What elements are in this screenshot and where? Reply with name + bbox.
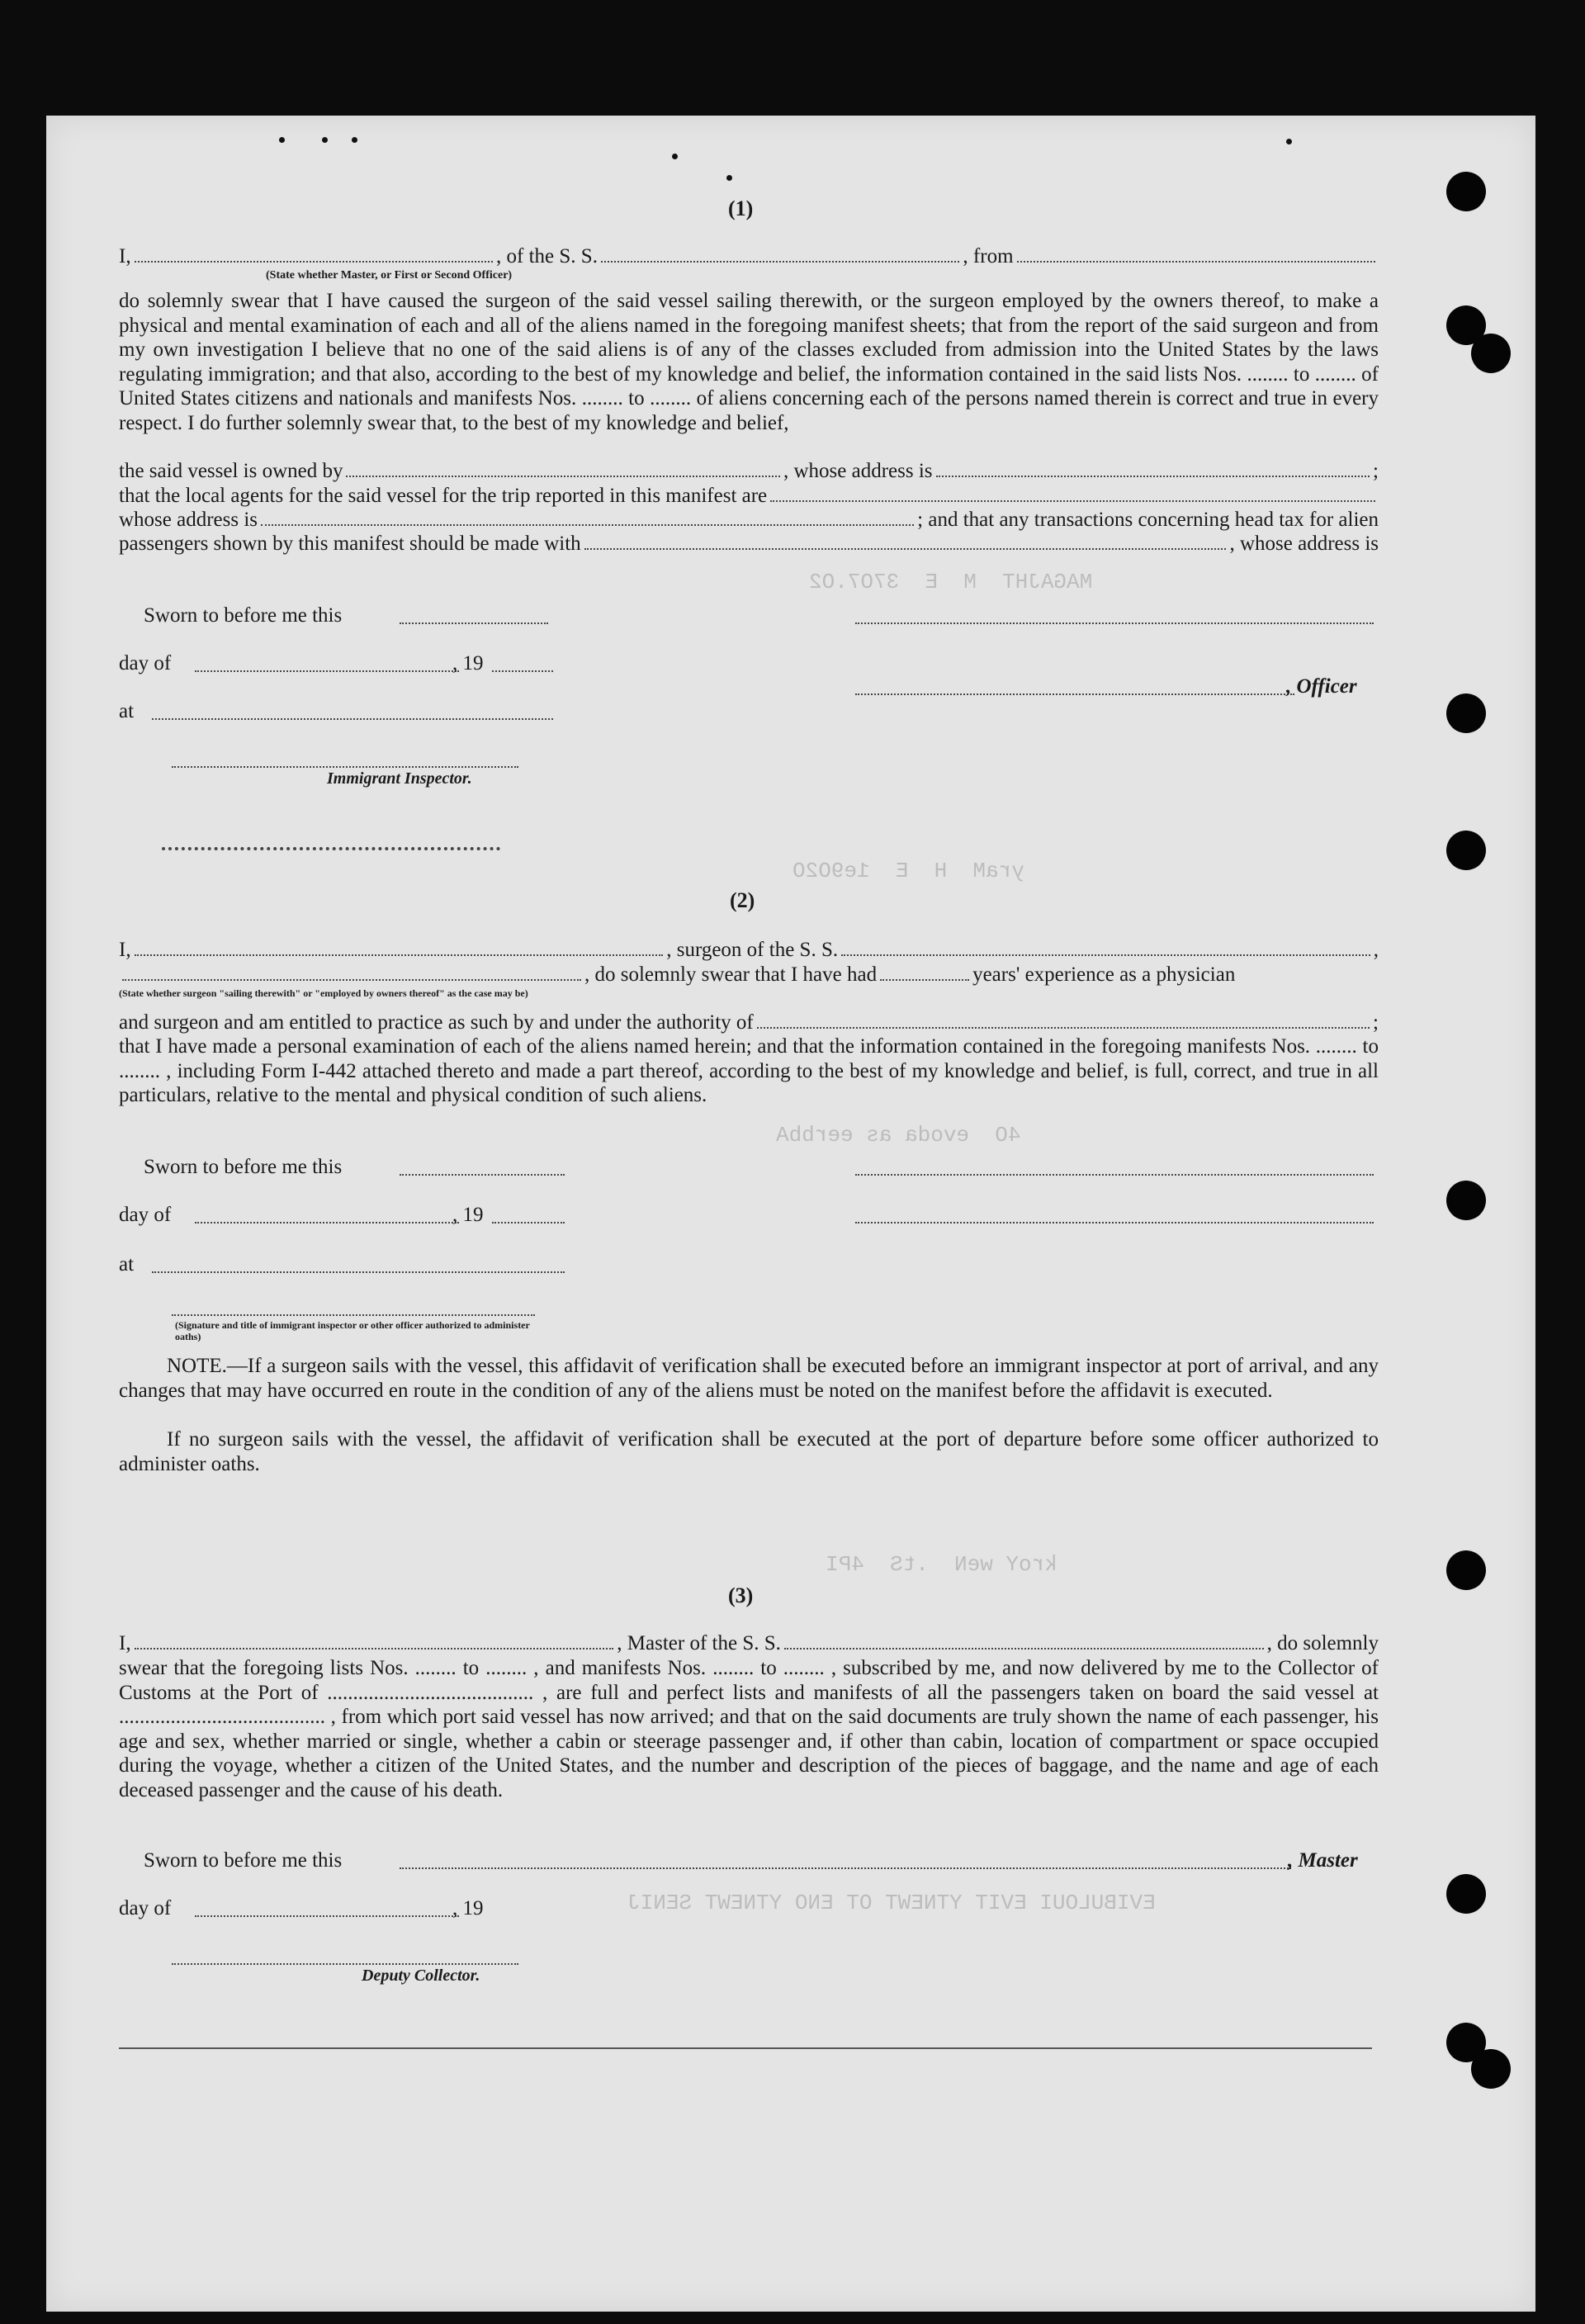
punch-hole xyxy=(1471,2049,1511,2089)
head-tax-line: passengers shown by this manifest should be made with , whose address is xyxy=(119,532,1379,555)
dotted-mark xyxy=(162,847,500,850)
deputy-signature-line[interactable] xyxy=(172,1963,518,1965)
blank-field[interactable] xyxy=(936,461,1370,477)
blank-field[interactable] xyxy=(195,1222,459,1224)
blank-field[interactable] xyxy=(152,718,553,720)
ink-speck xyxy=(726,175,732,181)
punch-hole xyxy=(1471,334,1511,373)
punch-hole xyxy=(1446,831,1486,870)
punch-hole xyxy=(1446,693,1486,733)
inspector-label: Immigrant Inspector. xyxy=(327,769,472,788)
surgeon-line: I, , surgeon of the S. S. , xyxy=(119,939,1379,961)
signature-note: (Signature and title of immigrant inspector or other officer authorized to administer oaths) xyxy=(175,1319,530,1342)
manifest-back-page xyxy=(46,116,1535,2312)
blank-field[interactable] xyxy=(601,246,959,263)
blank-field[interactable] xyxy=(784,1633,1264,1650)
day-label: day of xyxy=(119,652,172,674)
blank-field[interactable] xyxy=(584,533,1227,550)
blank-field[interactable] xyxy=(135,1633,614,1650)
bleed-through-text: kroY weN .tS 4PI xyxy=(826,1552,1084,1577)
agents-line: that the local agents for the said vessel for the trip reported in this manifest are xyxy=(119,484,1379,509)
punch-hole xyxy=(1446,172,1486,211)
sworn-label: Sworn to before me this xyxy=(144,604,343,627)
bleed-through-text: EVIBULOUI EVIT YTNEWT OT ENO YTNEWT SENIJ xyxy=(627,1891,1181,1915)
signature-line[interactable] xyxy=(855,622,1374,624)
section1-paragraph: do solemnly swear that I have caused the surgeon of the said vessel sailing therewith, or the surgeon employed by the owners thereof, to make a physical and mental examination of each and all of the aliens named in the foregoing manifest sheets; that from the report of the said surgeon and from my own investigation I believe that no one of the said aliens is of any of the classes excluded from admission into the United States by the laws regulating immigration; and that also, according to the best of my knowledge and belief, the information contained in the said lists Nos. ........ to ........ of United States citizens and nationals and manifests Nos. ........ to ........ of aliens concerning each of the persons named therein is correct and true in every respect. I do further solemnly swear that, to the best of my knowledge and belief, xyxy=(119,290,1379,434)
punch-hole xyxy=(1446,1181,1486,1220)
surgeon-note-paragraph: NOTE.—If a surgeon sails with the vessel, this affidavit of verification shall be executed before an immigrant inspector at port of arrival, and any changes that may have occurred en route in the condition of any of the aliens must be noted on the manifest before the affidavit is executed. xyxy=(119,1355,1379,1402)
blank-field[interactable] xyxy=(880,964,969,981)
inspector-signature-line[interactable] xyxy=(172,1314,535,1316)
ink-speck xyxy=(1286,139,1292,144)
owner-line: the said vessel is owned by , whose address is ; xyxy=(119,460,1379,482)
punch-hole xyxy=(1446,1550,1486,1590)
blank-field[interactable] xyxy=(757,1012,1370,1029)
no-surgeon-note-paragraph: If no surgeon sails with the vessel, the affidavit of verification shall be executed at the port of departure before some officer authorized to administer oaths. xyxy=(119,1428,1379,1475)
signature-line[interactable] xyxy=(855,1174,1374,1176)
experience-line: , do solemnly swear that I have had years' experience as a physician xyxy=(119,963,1379,987)
bleed-through-text: MAGAJHT M E 37O7.O2 xyxy=(809,570,1119,594)
agents-address-line: whose address is ; and that any transactions concerning head tax for alien xyxy=(119,509,1379,531)
blank-field[interactable] xyxy=(400,622,548,624)
blank-field[interactable] xyxy=(122,964,581,981)
blank-field[interactable] xyxy=(492,670,553,672)
blank-field[interactable] xyxy=(135,940,664,956)
officer-line: I, , of the S. S. , from xyxy=(119,244,1379,269)
deputy-label: Deputy Collector. xyxy=(362,1967,480,1985)
section2-paragraph: that I have made a personal examination of each of the aliens named herein; and that the information contained in the foregoing manifests Nos. ........ to ........ , including Form I-442 attached thereto and made a part thereof, according to the best of my knowledge and belief, is full, correct, and true in all particulars, relative to the mental and physical condition of such aliens. xyxy=(119,1035,1379,1106)
blank-field[interactable] xyxy=(492,1222,565,1224)
blank-field[interactable] xyxy=(135,246,493,263)
bottom-rule xyxy=(119,2047,1372,2049)
bleed-through-text: yraM H E 1e9O2O xyxy=(792,859,1051,883)
punch-hole xyxy=(1446,1874,1486,1914)
blank-field[interactable] xyxy=(400,1867,1291,1869)
inspector-signature-line[interactable] xyxy=(172,766,518,768)
blank-field[interactable] xyxy=(400,1174,565,1176)
blank-field[interactable] xyxy=(261,509,914,526)
section-number: (3) xyxy=(728,1583,754,1607)
day-label: day of xyxy=(119,1897,172,1919)
sworn-label: Sworn to before me this xyxy=(144,1156,343,1178)
officer-note: (State whether Master, or First or Second Officer) xyxy=(266,269,513,282)
master-line: I, , Master of the S. S. , do solemnly xyxy=(119,1632,1379,1654)
at-label: at xyxy=(119,700,135,722)
ink-speck xyxy=(352,137,357,143)
year-label: , 19 xyxy=(452,652,484,674)
blank-field[interactable] xyxy=(841,940,1370,956)
section-number: (1) xyxy=(728,196,754,220)
section3-paragraph: swear that the foregoing lists Nos. ........ to ........ , and manifests Nos. ........ to ........ , subscribed by me, and now delivered by me to the Collector of Customs at the Port of ........................................ , are full and perfect lists and manifests of all the passengers taken on board the said vessel at ........................................ , from which port said vessel has now arrived; and that on the said documents are truly shown the name of each passenger, his age and sex, whether married or single, whether a cabin or steerage passenger and, if other than cabin, location of compartment or space occupied during the voyage, whether a citizen of the United States, and the number and description of the pieces of baggage, and the name and age of each deceased passenger and the cause of his death. xyxy=(119,1657,1379,1801)
bleed-through-text: 4O evoda as eerbbA xyxy=(776,1123,1047,1148)
year-label: , 19 xyxy=(452,1204,484,1226)
surgeon-note: (State whether surgeon "sailing therewith" or "employed by owners thereof" as the case may be) xyxy=(119,987,528,999)
master-label: , Master xyxy=(1288,1849,1358,1872)
signature-line[interactable] xyxy=(855,1222,1374,1224)
blank-field[interactable] xyxy=(346,461,780,477)
at-label: at xyxy=(119,1253,135,1276)
authority-line: and surgeon and am entitled to practice as such by and under the authority of ; xyxy=(119,1011,1379,1034)
officer-label: , Officer xyxy=(1286,675,1357,698)
day-label: day of xyxy=(119,1204,172,1226)
blank-field[interactable] xyxy=(770,485,1375,502)
blank-field[interactable] xyxy=(195,1915,459,1917)
sworn-label: Sworn to before me this xyxy=(144,1849,343,1872)
ink-speck xyxy=(322,137,328,143)
ink-speck xyxy=(672,154,678,159)
blank-field[interactable] xyxy=(195,670,459,672)
year-label: , 19 xyxy=(452,1897,484,1919)
ink-speck xyxy=(279,137,285,143)
section-number: (2) xyxy=(730,888,755,912)
officer-signature-line[interactable] xyxy=(855,693,1294,695)
blank-field[interactable] xyxy=(1017,246,1375,263)
blank-field[interactable] xyxy=(152,1271,565,1273)
